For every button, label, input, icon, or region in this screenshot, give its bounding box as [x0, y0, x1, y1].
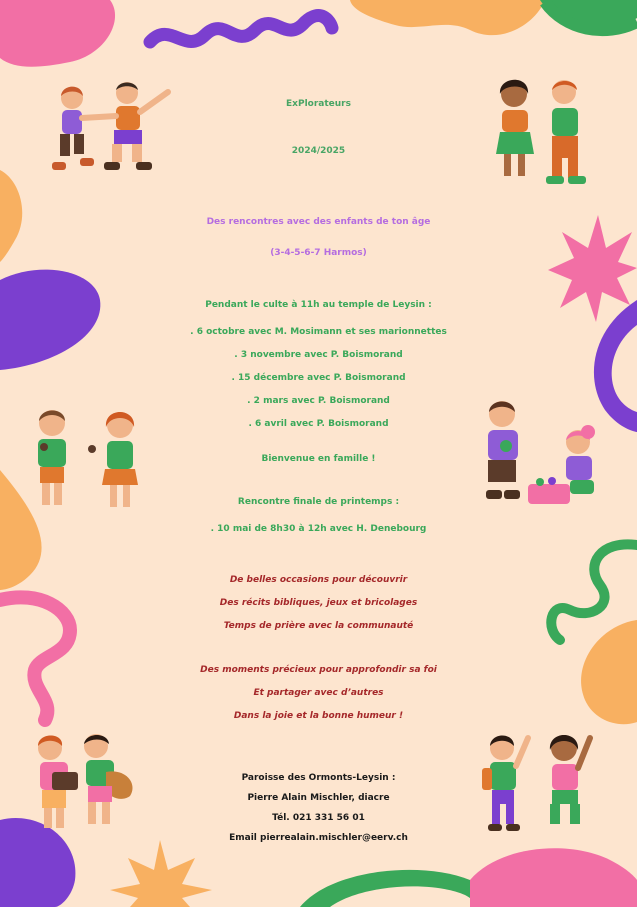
contact-email[interactable]: Email pierrealain.mischler@eerv.ch — [229, 833, 408, 843]
final-meeting-heading: Rencontre finale de printemps : — [237, 497, 400, 507]
contact-name: Pierre Alain Mischler, diacre — [247, 793, 390, 803]
schedule-date-4: . 2 mars avec P. Boismorand — [247, 396, 390, 406]
moments-line-3: Dans la joie et la bonne humeur ! — [233, 711, 404, 721]
pink-blob-top-left — [0, 0, 115, 67]
title-line-2: 2024/2025 — [291, 146, 346, 156]
intro-line-2: (3-4-5-6-7 Harmos) — [270, 248, 367, 258]
occasions-line-2: Des récits bibliques, jeux et bricolages — [219, 598, 418, 608]
schedule-date-3: . 15 décembre avec P. Boismorand — [231, 373, 406, 383]
schedule-date-1: . 6 octobre avec M. Mosimann et ses marionnettes — [190, 327, 447, 337]
title-line-1: ExPlorateurs — [286, 99, 351, 109]
welcome-text: Bienvenue en famille ! — [261, 454, 376, 464]
orange-blob-top — [350, 0, 545, 35]
schedule-heading: Pendant le culte à 11h au temple de Leysin : — [205, 300, 432, 310]
contact-parish: Paroisse des Ormonts-Leysin : — [241, 773, 396, 783]
final-meeting-date: . 10 mai de 8h30 à 12h avec H. Denebourg — [210, 524, 427, 534]
purple-squiggle-top — [150, 16, 332, 42]
schedule-date-2: . 3 novembre avec P. Boismorand — [234, 350, 403, 360]
orange-starburst-bottom — [110, 840, 212, 907]
occasions-line-3: Temps de prière avec la communauté — [223, 621, 414, 631]
intro-line-1: Des rencontres avec des enfants de ton âge — [206, 217, 431, 227]
contact-phone: Tél. 021 331 56 01 — [272, 813, 365, 823]
pink-blob-bottom-right — [470, 848, 637, 907]
schedule-date-5: . 6 avril avec P. Boismorand — [248, 419, 389, 429]
moments-line-1: Des moments précieux pour approfondir sa foi — [200, 665, 437, 675]
moments-line-2: Et partager avec d’autres — [253, 688, 384, 698]
occasions-line-1: De belles occasions pour découvrir — [229, 575, 408, 585]
